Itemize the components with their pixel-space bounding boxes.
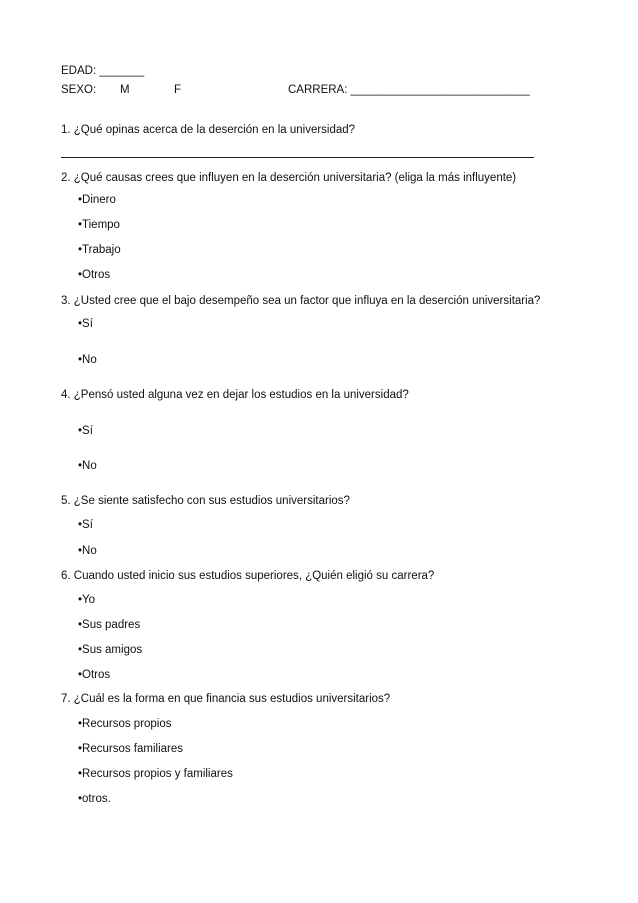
- q7-option-otros[interactable]: •otros.: [78, 793, 111, 805]
- carrera-field[interactable]: CARRERA: ____________________________: [288, 84, 530, 96]
- q3-option-no[interactable]: •No: [78, 354, 97, 366]
- q2-option-otros[interactable]: •Otros: [78, 269, 111, 281]
- question-6: 6. Cuando usted inicio sus estudios superiores, ¿Quién eligió su carrera?: [61, 570, 435, 582]
- q7-option-recursos-familiares[interactable]: •Recursos familiares: [78, 743, 183, 755]
- sexo-row: [61, 83, 581, 97]
- question-4: 4. ¿Pensó usted alguna vez en dejar los estudios en la universidad?: [61, 389, 409, 401]
- q5-option-si[interactable]: •Sí: [78, 519, 93, 531]
- question-7: 7. ¿Cuál es la forma en que financia sus estudios universitarios?: [61, 693, 391, 705]
- q2-option-trabajo[interactable]: •Trabajo: [78, 244, 121, 256]
- q2-option-tiempo[interactable]: •Tiempo: [78, 219, 120, 231]
- q6-option-otros[interactable]: •Otros: [78, 669, 111, 681]
- q2-option-dinero[interactable]: •Dinero: [78, 194, 116, 206]
- q7-option-recursos-propios[interactable]: •Recursos propios: [78, 718, 172, 730]
- q5-option-no[interactable]: •No: [78, 545, 97, 557]
- question-5: 5. ¿Se siente satisfecho con sus estudios universitarios?: [61, 495, 350, 507]
- question-2: 2. ¿Qué causas crees que influyen en la deserción universitaria? (eliga la más influyente): [61, 172, 517, 184]
- question-3: 3. ¿Usted cree que el bajo desempeño sea un factor que influya en la deserción universitaria?: [61, 295, 541, 307]
- sexo-label: SEXO:: [61, 84, 97, 96]
- q4-option-no[interactable]: •No: [78, 460, 97, 472]
- q6-option-sus-padres[interactable]: •Sus padres: [78, 619, 141, 631]
- sexo-option-m[interactable]: M: [120, 84, 130, 96]
- q6-option-sus-amigos[interactable]: •Sus amigos: [78, 644, 143, 656]
- answer-line-1[interactable]: [61, 157, 534, 158]
- q6-option-yo[interactable]: •Yo: [78, 594, 96, 606]
- sexo-option-f[interactable]: F: [174, 84, 182, 96]
- q4-option-si[interactable]: •Sí: [78, 425, 93, 437]
- question-1: 1. ¿Qué opinas acerca de la deserción en la universidad?: [61, 124, 356, 136]
- edad-field[interactable]: EDAD: _______: [61, 65, 145, 77]
- q3-option-si[interactable]: •Sí: [78, 318, 93, 330]
- q7-option-recursos-propios-y-familiares[interactable]: •Recursos propios y familiares: [78, 768, 233, 780]
